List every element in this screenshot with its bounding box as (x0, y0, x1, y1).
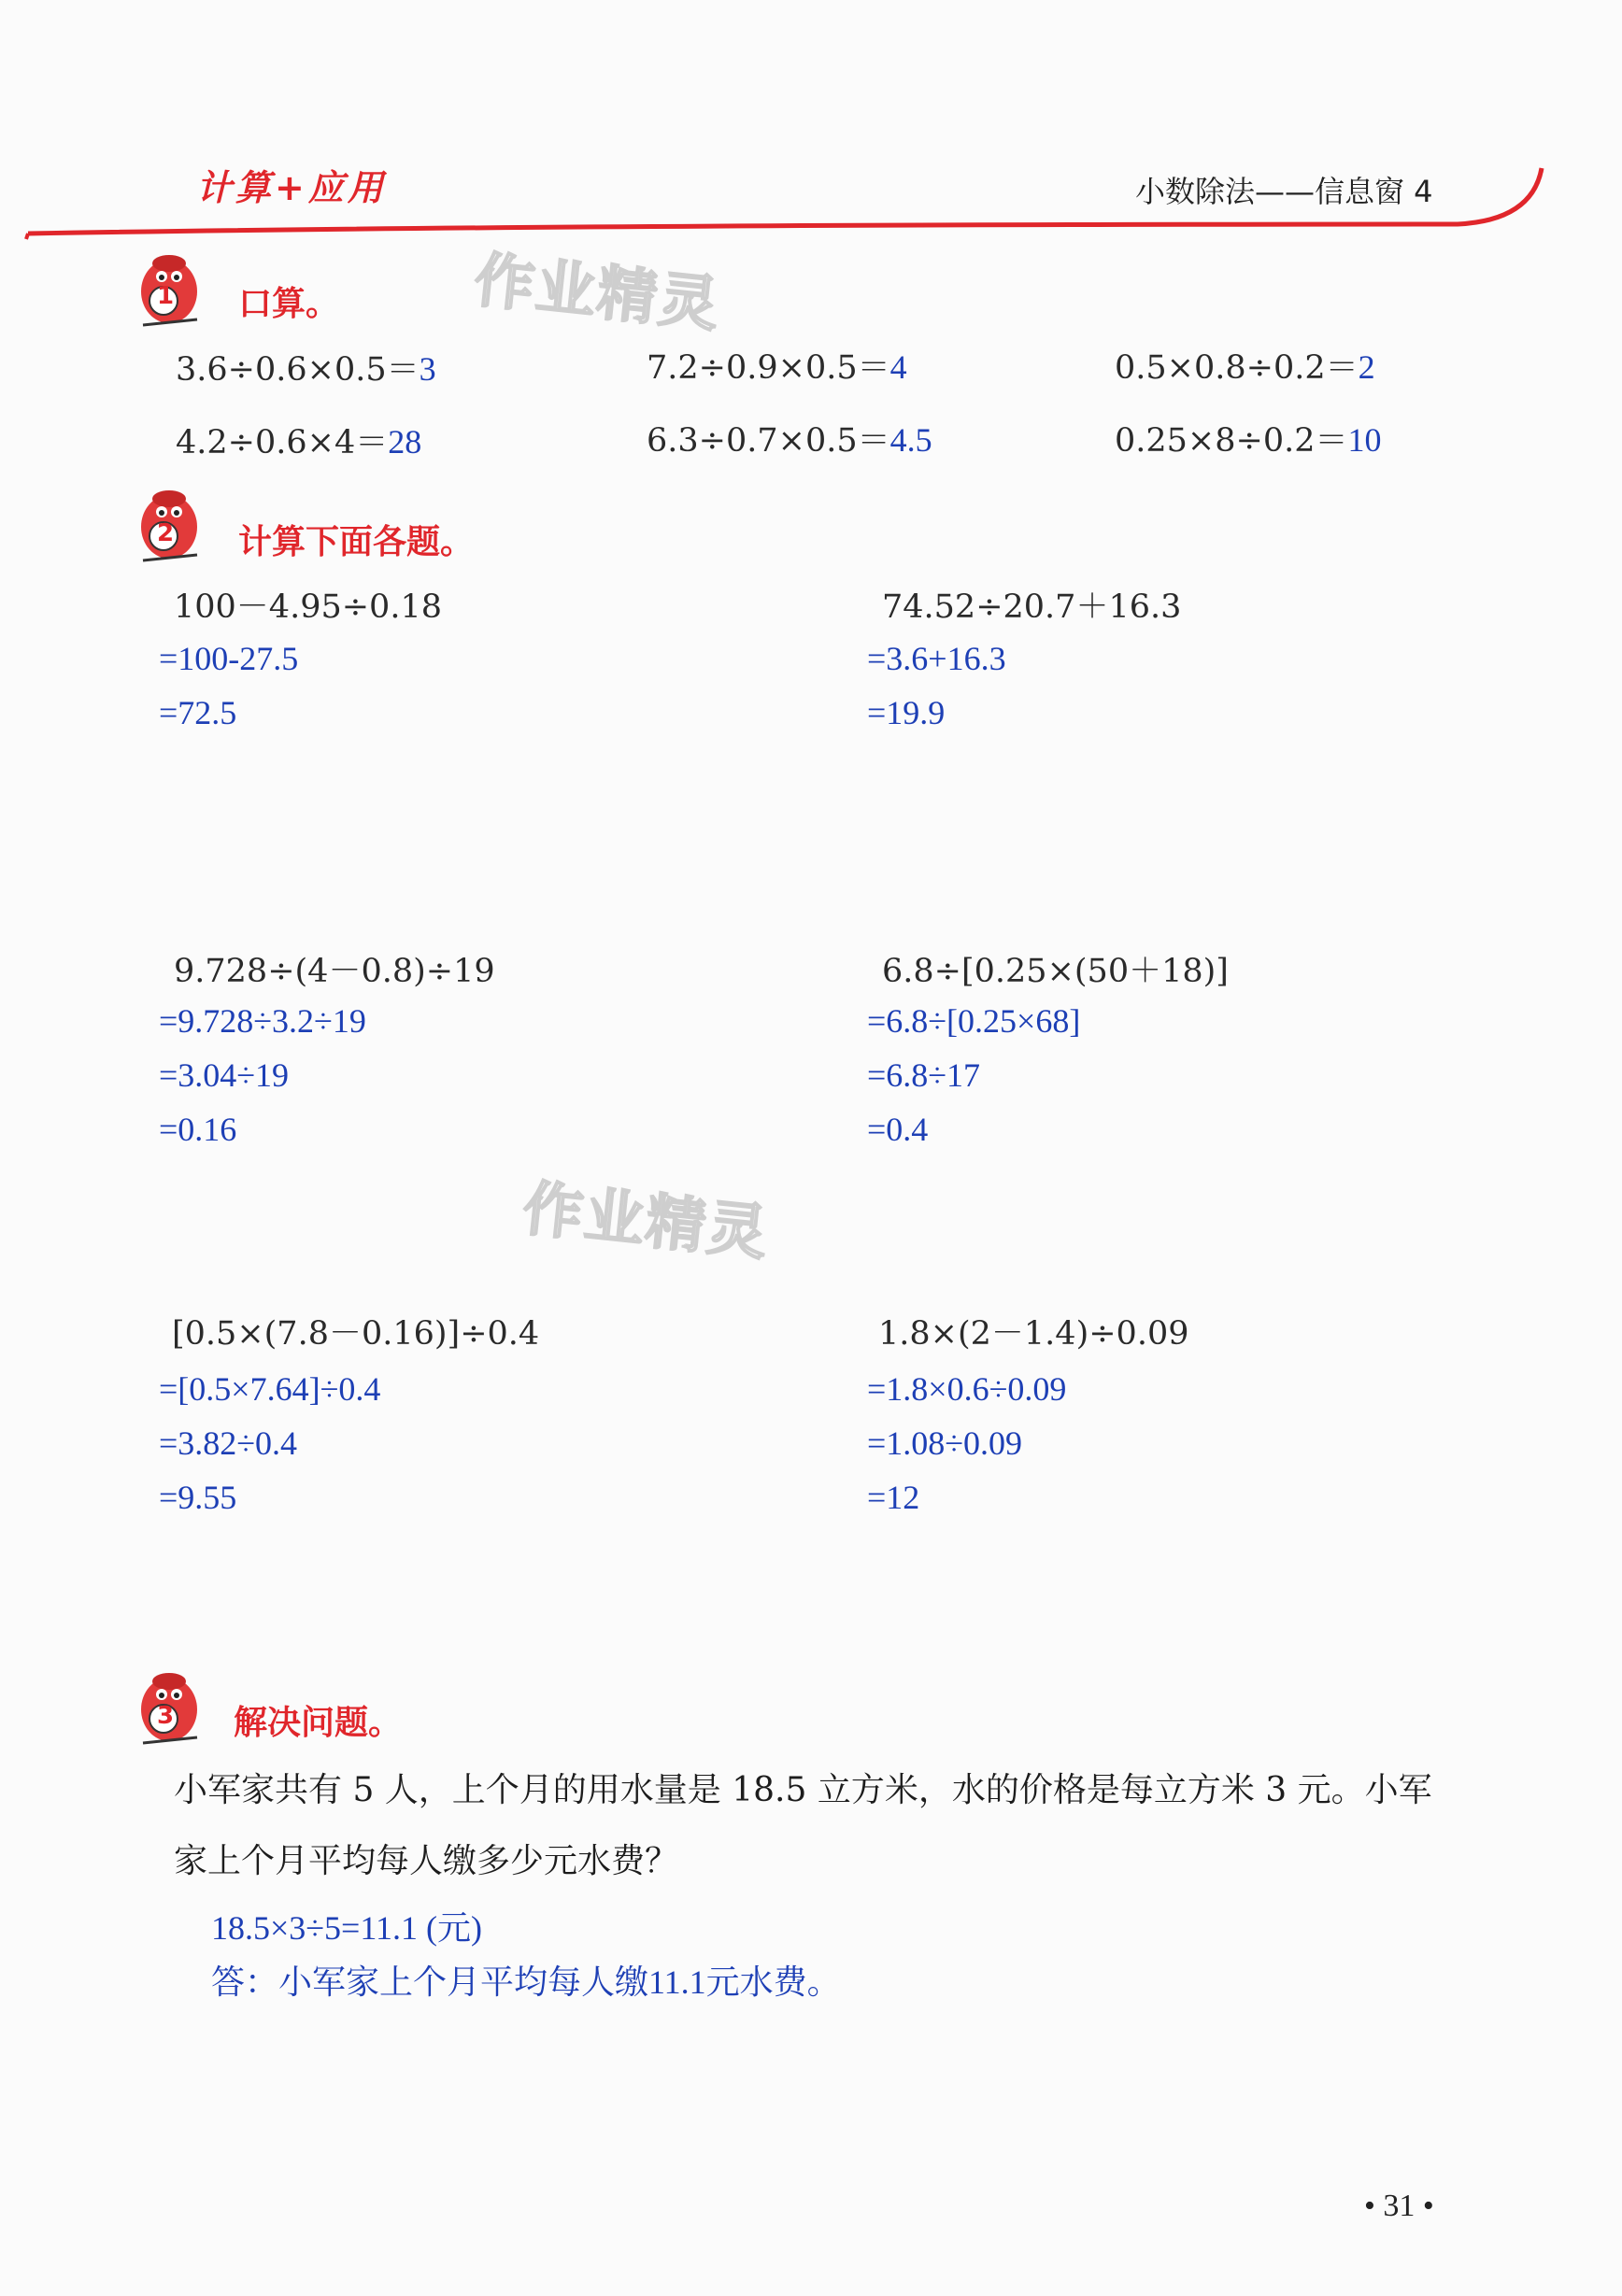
section3-number: 3 (157, 1702, 175, 1730)
problem-5-step: =9.55 (159, 1479, 237, 1516)
problem-6-step: =1.08÷0.09 (867, 1424, 1023, 1462)
problem-2-step: =19.9 (867, 694, 946, 731)
answer-sentence: 答：小军家上个月平均每人缴11.1元水费。 (211, 1963, 841, 2001)
problem-6-step: =12 (867, 1479, 920, 1516)
oral-question: 7.2÷0.9×0.5＝ (647, 349, 890, 387)
problem-4-step: =0.4 (867, 1111, 929, 1148)
problem-3-step: =3.04÷19 (159, 1056, 290, 1094)
oral-item-6 (1115, 415, 1382, 461)
problem-question: 100－4.95÷0.18 (174, 588, 442, 626)
oral-answer: 10 (1347, 421, 1382, 459)
oral-question: 0.25×8÷0.2＝ (1115, 422, 1348, 460)
watermark: 作业精灵 (519, 1174, 773, 1269)
oral-item-1 (176, 344, 436, 390)
oral-question: 3.6÷0.6×0.5＝ (176, 351, 420, 389)
section1-title: 口算。 (238, 285, 340, 323)
problem-1-step: =72.5 (159, 694, 237, 731)
oral-question: 6.3÷0.7×0.5＝ (647, 422, 890, 460)
oral-answer: 28 (388, 423, 422, 461)
page-number: • 31 • (1364, 2189, 1434, 2223)
problem-1 (174, 581, 442, 628)
oral-item-2 (647, 342, 907, 389)
problem-text-line1: 小军家共有 5 人，上个月的用水量是 18.5 立方米，水的价格是每立方米 3 元。小军 (174, 1771, 1432, 1809)
oral-item-5 (647, 415, 932, 461)
problem-text-line2: 家上个月平均每人缴多少元水费？ (174, 1842, 679, 1880)
header-left-title: 计算+应用 (196, 167, 387, 208)
problem-5-question: [0.5×(7.8－0.16)]÷0.4 (172, 1315, 540, 1353)
answer-equation: 18.5×3÷5=11.1 (元) (211, 1909, 483, 1947)
oral-question: 0.5×0.8÷0.2＝ (1115, 349, 1359, 387)
oral-answer: 4.5 (889, 421, 932, 459)
oral-answer: 4 (889, 348, 907, 386)
problem-4-step: =6.8÷17 (867, 1056, 981, 1094)
problem-6-step: =1.8×0.6÷0.09 (867, 1370, 1067, 1408)
oral-item-4 (176, 417, 421, 463)
section2-title: 计算下面各题。 (238, 523, 475, 561)
problem-6-question: 1.8×(2－1.4)÷0.09 (878, 1315, 1189, 1353)
problem-3-step: =9.728÷3.2÷19 (159, 1002, 366, 1040)
problem-1-step: =100-27.5 (159, 640, 299, 677)
oral-answer: 2 (1358, 348, 1375, 386)
section2-number: 2 (157, 519, 175, 547)
header-rule (0, 0, 1622, 252)
problem-5-step: =3.82÷0.4 (159, 1424, 298, 1462)
problem-3-question: 9.728÷(4－0.8)÷19 (174, 953, 495, 990)
watermark: 作业精灵 (471, 246, 724, 341)
section1-number: 1 (157, 282, 175, 310)
oral-question: 4.2÷0.6×4＝ (176, 424, 389, 461)
oral-item-3 (1115, 342, 1375, 389)
problem-3-step: =0.16 (159, 1111, 237, 1148)
problem-2-question: 74.52÷20.7＋16.3 (882, 588, 1182, 626)
problem-2-step: =3.6+16.3 (867, 640, 1006, 677)
problem-5-step: =[0.5×7.64]÷0.4 (159, 1370, 381, 1408)
header-right-title: 小数除法——信息窗 4 (1135, 174, 1433, 209)
oral-answer: 3 (419, 350, 436, 388)
problem-4-step: =6.8÷[0.25×68] (867, 1002, 1081, 1040)
section3-title: 解决问题。 (234, 1704, 403, 1742)
problem-4-question: 6.8÷[0.25×(50＋18)] (882, 953, 1229, 990)
